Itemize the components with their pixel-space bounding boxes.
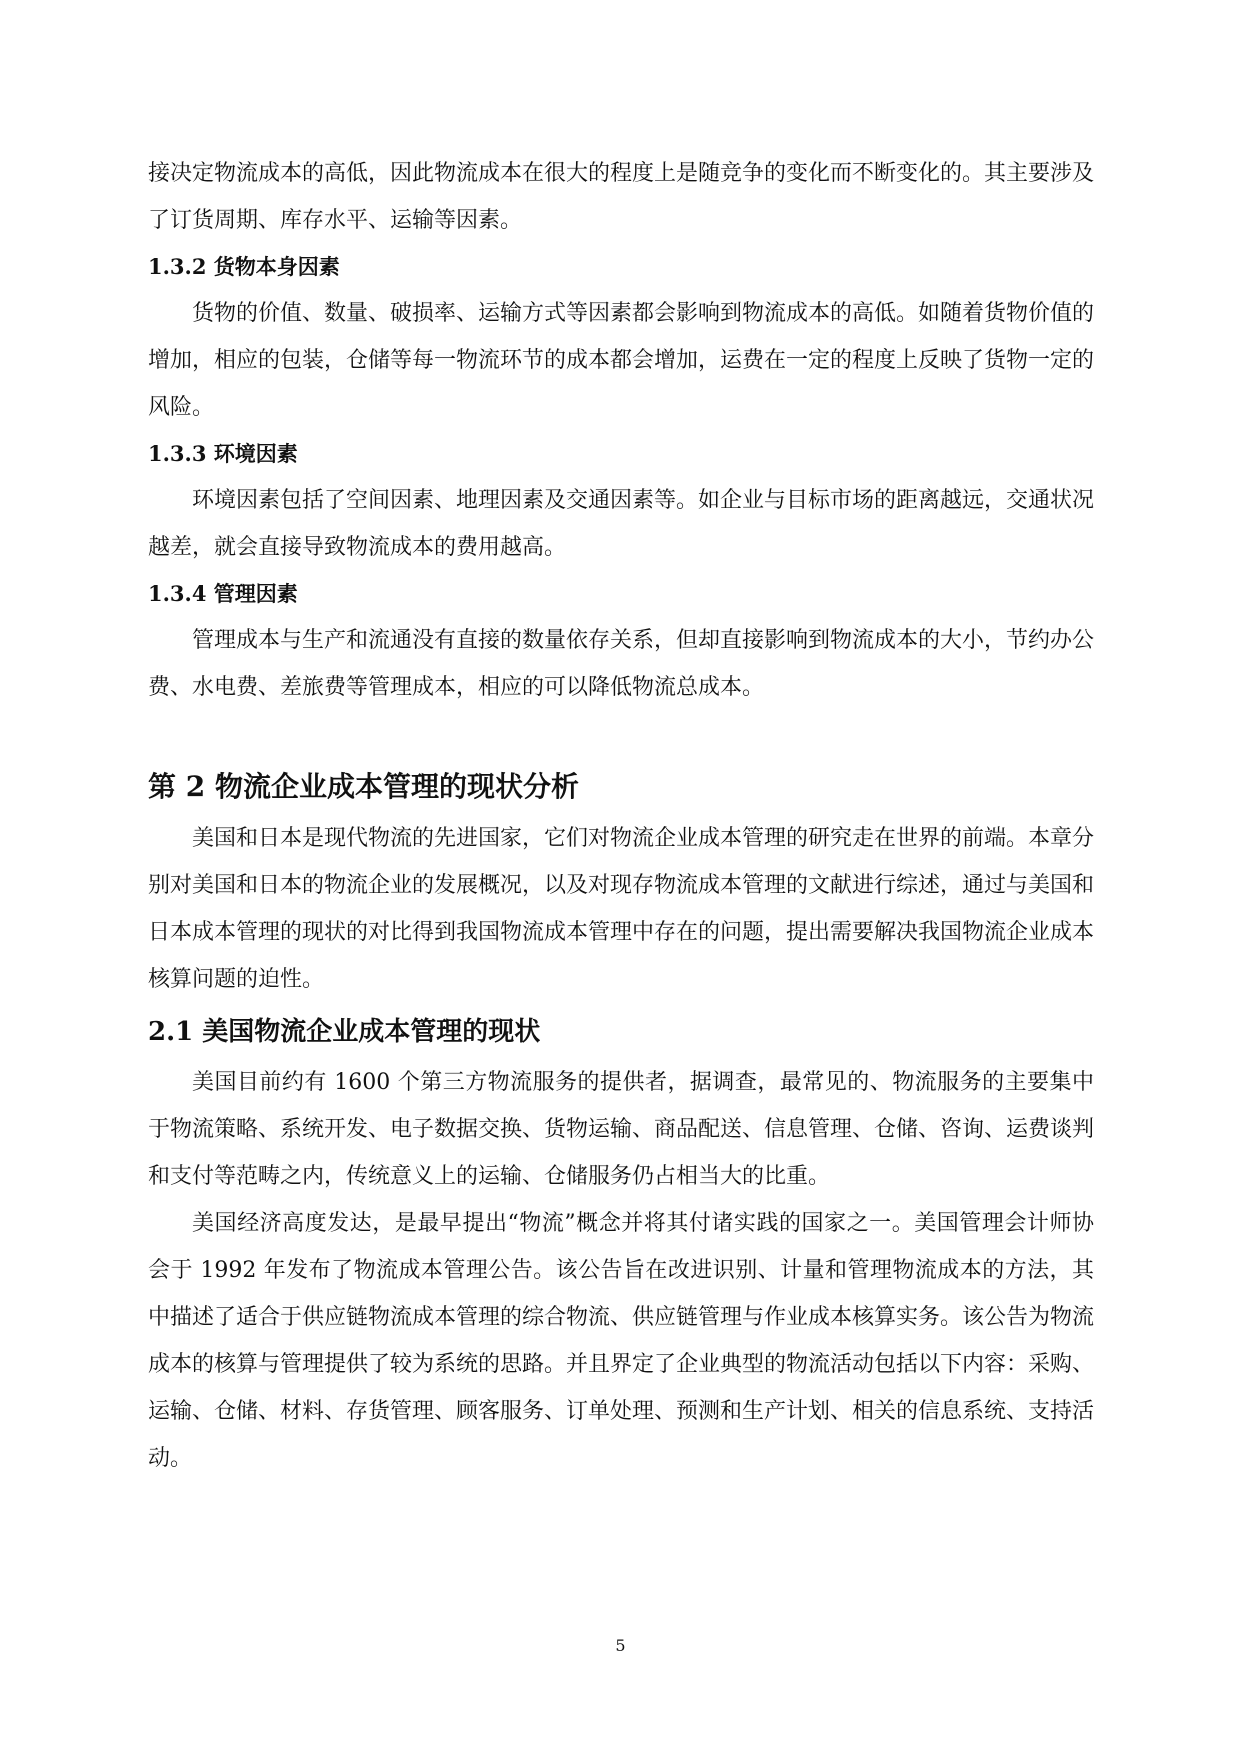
paragraph-management-factors: 管理成本与生产和流通没有直接的数量依存关系，但却直接影响到物流成本的大小，节约办公费、水电费、差旅费等管理成本，相应的可以降低物流总成本。 xyxy=(148,628,1095,700)
paragraph-continuation: 接决定物流成本的高低，因此物流成本在很大的程度上是随竞争的变化而不断变化的。其主要涉及了订货周期、库存水平、运输等因素。 xyxy=(148,161,1095,233)
paragraph-chapter-intro: 美国和日本是现代物流的先进国家，它们对物流企业成本管理的研究走在世界的前端。本章分别对美国和日本的物流企业的发展概况，以及对现存物流成本管理的文献进行综述，通过与美国和日本成本管理的现状的对比得到我国物流成本管理中存在的问题，提出需要解决我国物流企业成本核算问题的迫性。 xyxy=(148,826,1095,992)
heading-1-3-3: 1.3.3 环境因素 xyxy=(148,441,298,466)
heading-2-1: 2.1 美国物流企业成本管理的现状 xyxy=(148,1017,541,1047)
page-content xyxy=(148,150,1094,1482)
paragraph-goods-factors: 货物的价值、数量、破损率、运输方式等因素都会影响到物流成本的高低。如随着货物价值的增加，相应的包装，仓储等每一物流环节的成本都会增加，运费在一定的程度上反映了货物一定的风险。 xyxy=(148,301,1095,420)
chapter-2-title: 第 2 物流企业成本管理的现状分析 xyxy=(148,770,579,803)
paragraph-us-3pl: 美国目前约有 1600 个第三方物流服务的提供者，据调查，最常见的、物流服务的主要集中于物流策略、系统开发、电子数据交换、货物运输、商品配送、信息管理、仓储、咨询、运费谈判和支付等范畴之内，传统意义上的运输、仓储服务仍占相当大的比重。 xyxy=(148,1070,1095,1189)
page-number: 5 xyxy=(615,1636,626,1655)
paragraph-environment-factors: 环境因素包括了空间因素、地理因素及交通因素等。如企业与目标市场的距离越远，交通状况越差，就会直接导致物流成本的费用越高。 xyxy=(148,488,1095,560)
heading-1-3-2: 1.3.2 货物本身因素 xyxy=(148,254,340,279)
heading-1-3-4: 1.3.4 管理因素 xyxy=(148,581,298,606)
paragraph-us-economy: 美国经济高度发达，是最早提出“物流”概念并将其付诸实践的国家之一。美国管理会计师协会于 1992 年发布了物流成本管理公告。该公告旨在改进识别、计量和管理物流成本的方法，其中描述了适合于供应链物流成本管理的综合物流、供应链管理与作业成本核算实务。该公告为物流成本的核算与管理提供了较为系统的思路。并且界定了企业典型的物流活动包括以下内容：采购、运输、仓储、材料、存货管理、顾客服务、订单处理、预测和生产计划、相关的信息系统、支持活动。 xyxy=(148,1211,1095,1471)
